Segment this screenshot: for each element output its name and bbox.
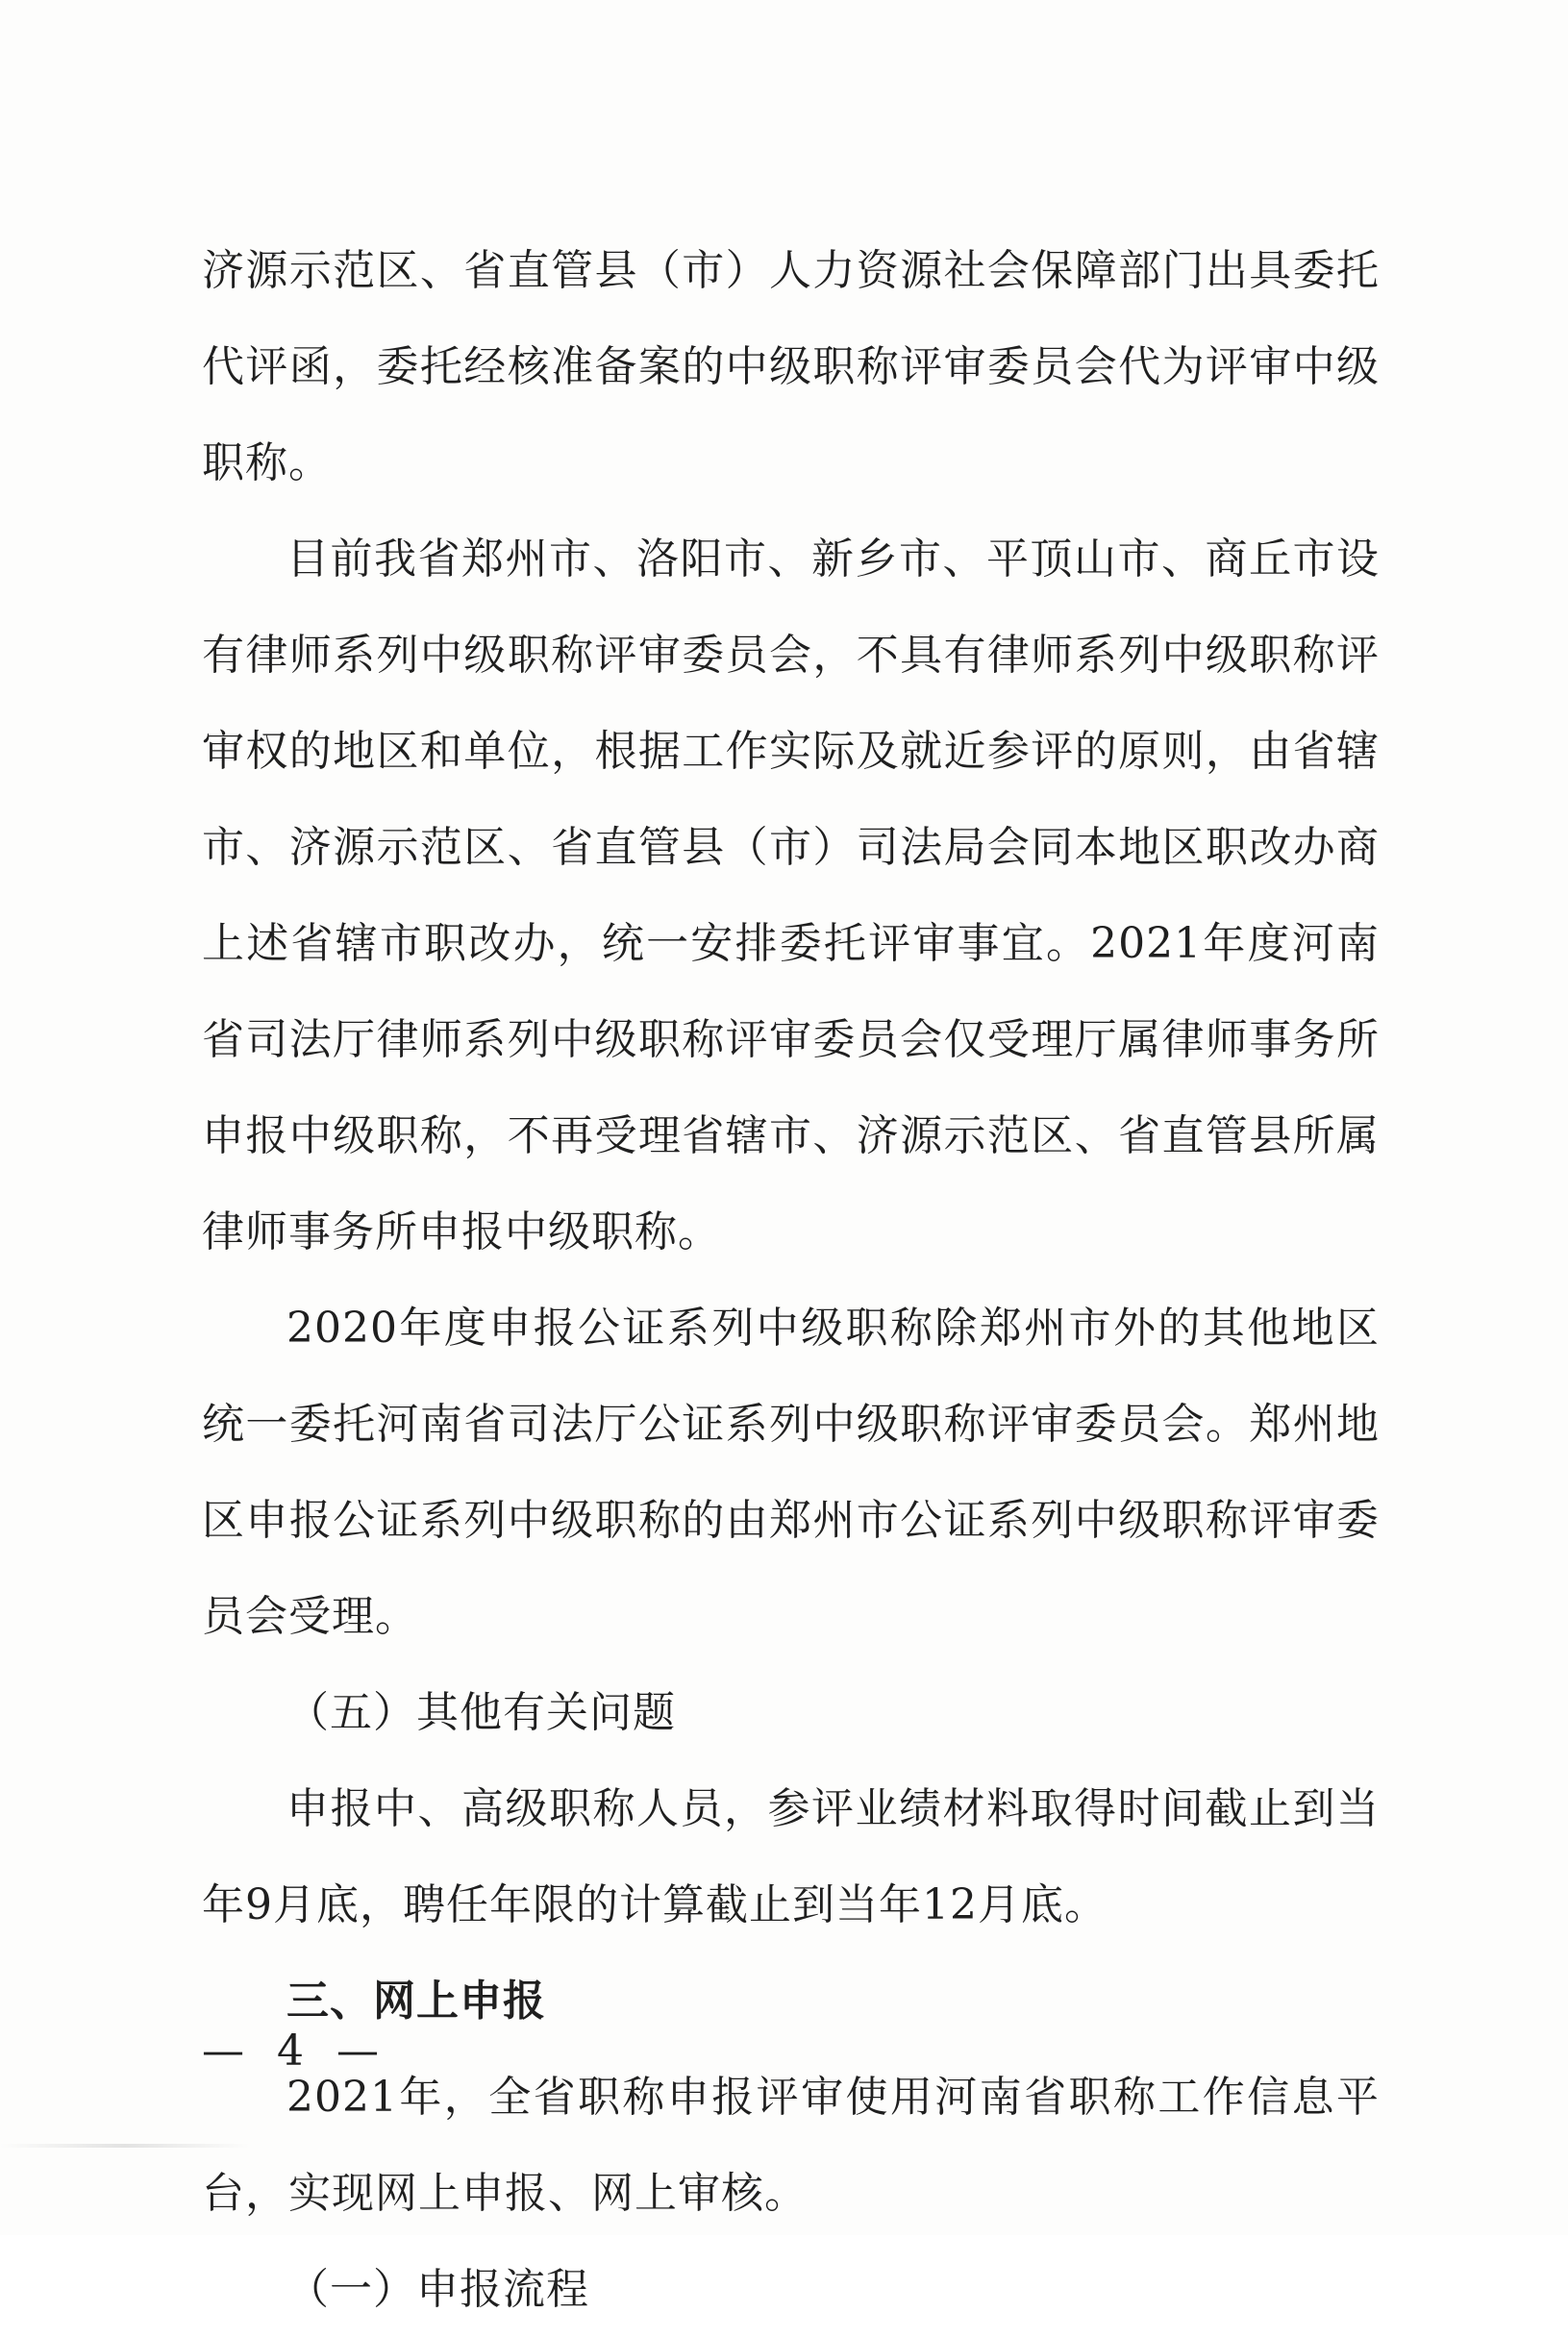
section-heading-online-application: 三、网上申报 — [286, 1977, 546, 2026]
paragraph-lawyer-committee: 目前我省郑州市、洛阳市、新乡市、平顶山市、商丘市设有律师系列中级职称评审委员会，不具有律师系列中级职称评审权的地区和单位，根据工作实际及就近参评的原则，由省辖市、济源示范区、省直管县（市）司法局会同本地区职改办商上述省辖市职改办，统一安排委托评审事宜。2021年度河南省司法厅律师系列中级职称评审委员会仅受理厅属律师事务所申报中级职称，不再受理省辖市、济源示范区、省直管县所属律师事务所申报中级职称。 — [202, 535, 1380, 1256]
paragraph-deadline: 申报中、高级职称人员，参评业绩材料取得时间截止到当年9月底，聘任年限的计算截止到当年12月底。 — [202, 1784, 1380, 1929]
document-body — [202, 223, 1380, 2338]
scan-smudge — [0, 2144, 250, 2148]
paragraph-continuation: 济源示范区、省直管县（市）人力资源社会保障部门出具委托代评函，委托经核准备案的中级职称评审委员会代为评审中级职称。 — [202, 246, 1380, 487]
subheading-application-process: （一）申报流程 — [286, 2265, 589, 2314]
paragraph-notary-committee: 2020年度申报公证系列中级职称除郑州市外的其他地区统一委托河南省司法厅公证系列中级职称评审委员会。郑州地区申报公证系列中级职称的由郑州市公证系列中级职称评审委员会受理。 — [202, 1304, 1380, 1641]
paragraph-online-platform: 2021年，全省职称申报评审使用河南省职称工作信息平台，实现网上申报、网上审核。 — [202, 2073, 1380, 2218]
subheading-other-issues: （五）其他有关问题 — [286, 1688, 676, 1737]
scan-header-mark — [692, 113, 856, 138]
page-number: — 4 — — [202, 2027, 388, 2076]
